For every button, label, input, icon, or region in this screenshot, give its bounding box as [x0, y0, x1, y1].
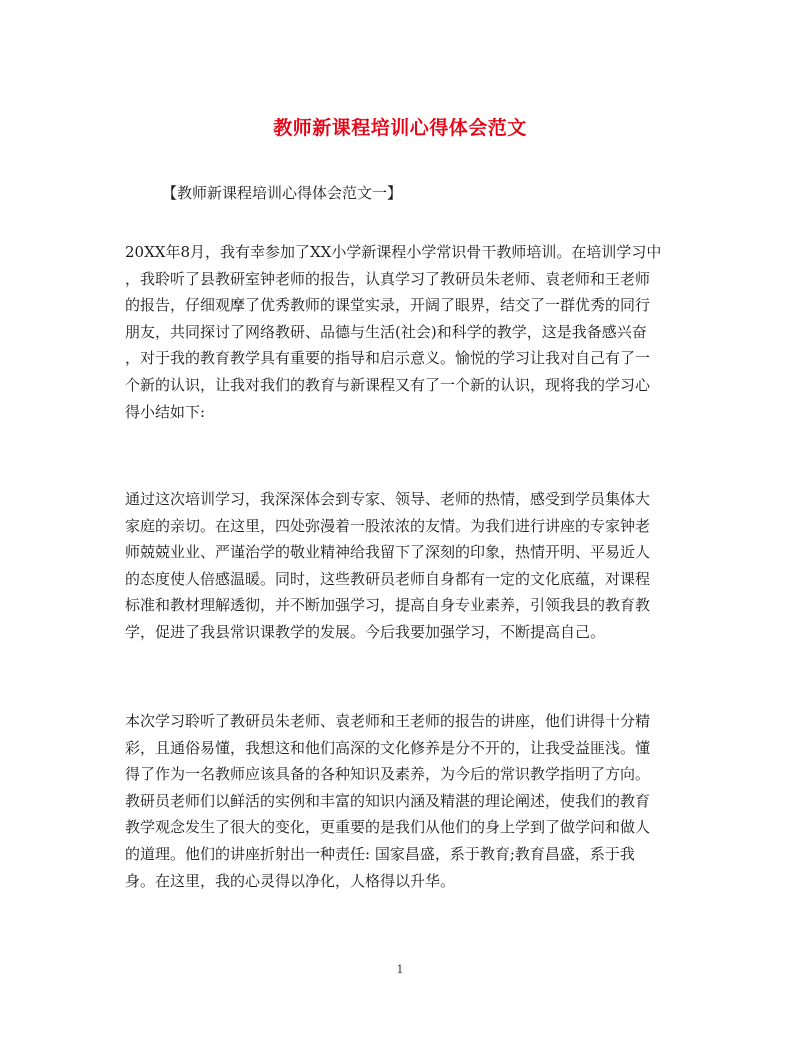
paragraph-line: 的态度使人倍感温暖。同时，这些教研员老师自身都有一定的文化底蕴，对课程	[125, 569, 651, 588]
paragraph-line: ，对于我的教育教学具有重要的指导和启示意义。愉悦的学习让我对自己有了一	[125, 349, 651, 368]
paragraph-line: 的道理。他们的讲座折射出一种责任: 国家昌盛，系于教育;教育昌盛，系于我	[125, 844, 635, 863]
section-subtitle: 【教师新课程培训心得体会范文一】	[162, 184, 403, 202]
paragraph-line: 朋友，共同探讨了网络教研、品德与生活(社会)和科学的教学，这是我备感兴奋	[125, 322, 647, 341]
paragraph-line: 教学观念发生了很大的变化，更重要的是我们从他们的身上学到了做学问和做人	[125, 818, 651, 837]
paragraph-line: 标准和教材理解透彻，并不断加强学习，提高自身专业素养，引领我县的教育教	[125, 596, 651, 615]
page-title: 教师新课程培训心得体会范文	[273, 117, 527, 139]
paragraph-line: 学，促进了我县常识课教学的发展。今后我要加强学习，不断提高自己。	[125, 622, 606, 641]
paragraph-line: 本次学习聆听了教研员朱老师、袁老师和王老师的报告的讲座，他们讲得十分精	[125, 712, 651, 730]
paragraph-line: 身。在这里，我的心灵得以净化，人格得以升华。	[125, 871, 456, 890]
paragraph-line: 得了作为一名教师应该具备的各种知识及素养，为今后的常识教学指明了方向。	[125, 765, 651, 784]
paragraph-line: 的报告，仔细观摩了优秀教师的课堂实录，开阔了眼界，结交了一群优秀的同行	[125, 296, 651, 315]
page-number: 1	[396, 963, 404, 976]
paragraph-line: 彩，且通俗易懂，我想这和他们高深的文化修养是分不开的，让我受益匪浅。懂	[125, 738, 651, 757]
paragraph-line: 得小结如下:	[125, 402, 206, 421]
paragraph-line: 20XX年8月，我有幸参加了XX小学新课程小学常识骨干教师培训。在培训学习中	[125, 243, 662, 261]
paragraph-line: 个新的认识，让我对我们的教育与新课程又有了一个新的认识，现将我的学习心	[125, 375, 651, 394]
paragraph-1	[125, 239, 685, 425]
paragraph-line: 教研员老师们以鲜活的实例和丰富的知识内涵及精湛的理论阐述，使我们的教育	[125, 791, 651, 810]
paragraph-2	[125, 486, 685, 646]
paragraph-line: ，我聆听了县教研室钟老师的报告，认真学习了教研员朱老师、袁老师和王老师	[125, 269, 651, 288]
paragraph-line: 通过这次培训学习，我深深体会到专家、领导、老师的热情，感受到学员集体大	[125, 490, 651, 508]
paragraph-3	[125, 708, 685, 894]
paragraph-line: 师兢兢业业、严谨治学的敬业精神给我留下了深刻的印象，热情开明、平易近人	[125, 543, 651, 562]
paragraph-line: 家庭的亲切。在这里，四处弥漫着一股浓浓的友情。为我们进行讲座的专家钟老	[125, 516, 651, 535]
